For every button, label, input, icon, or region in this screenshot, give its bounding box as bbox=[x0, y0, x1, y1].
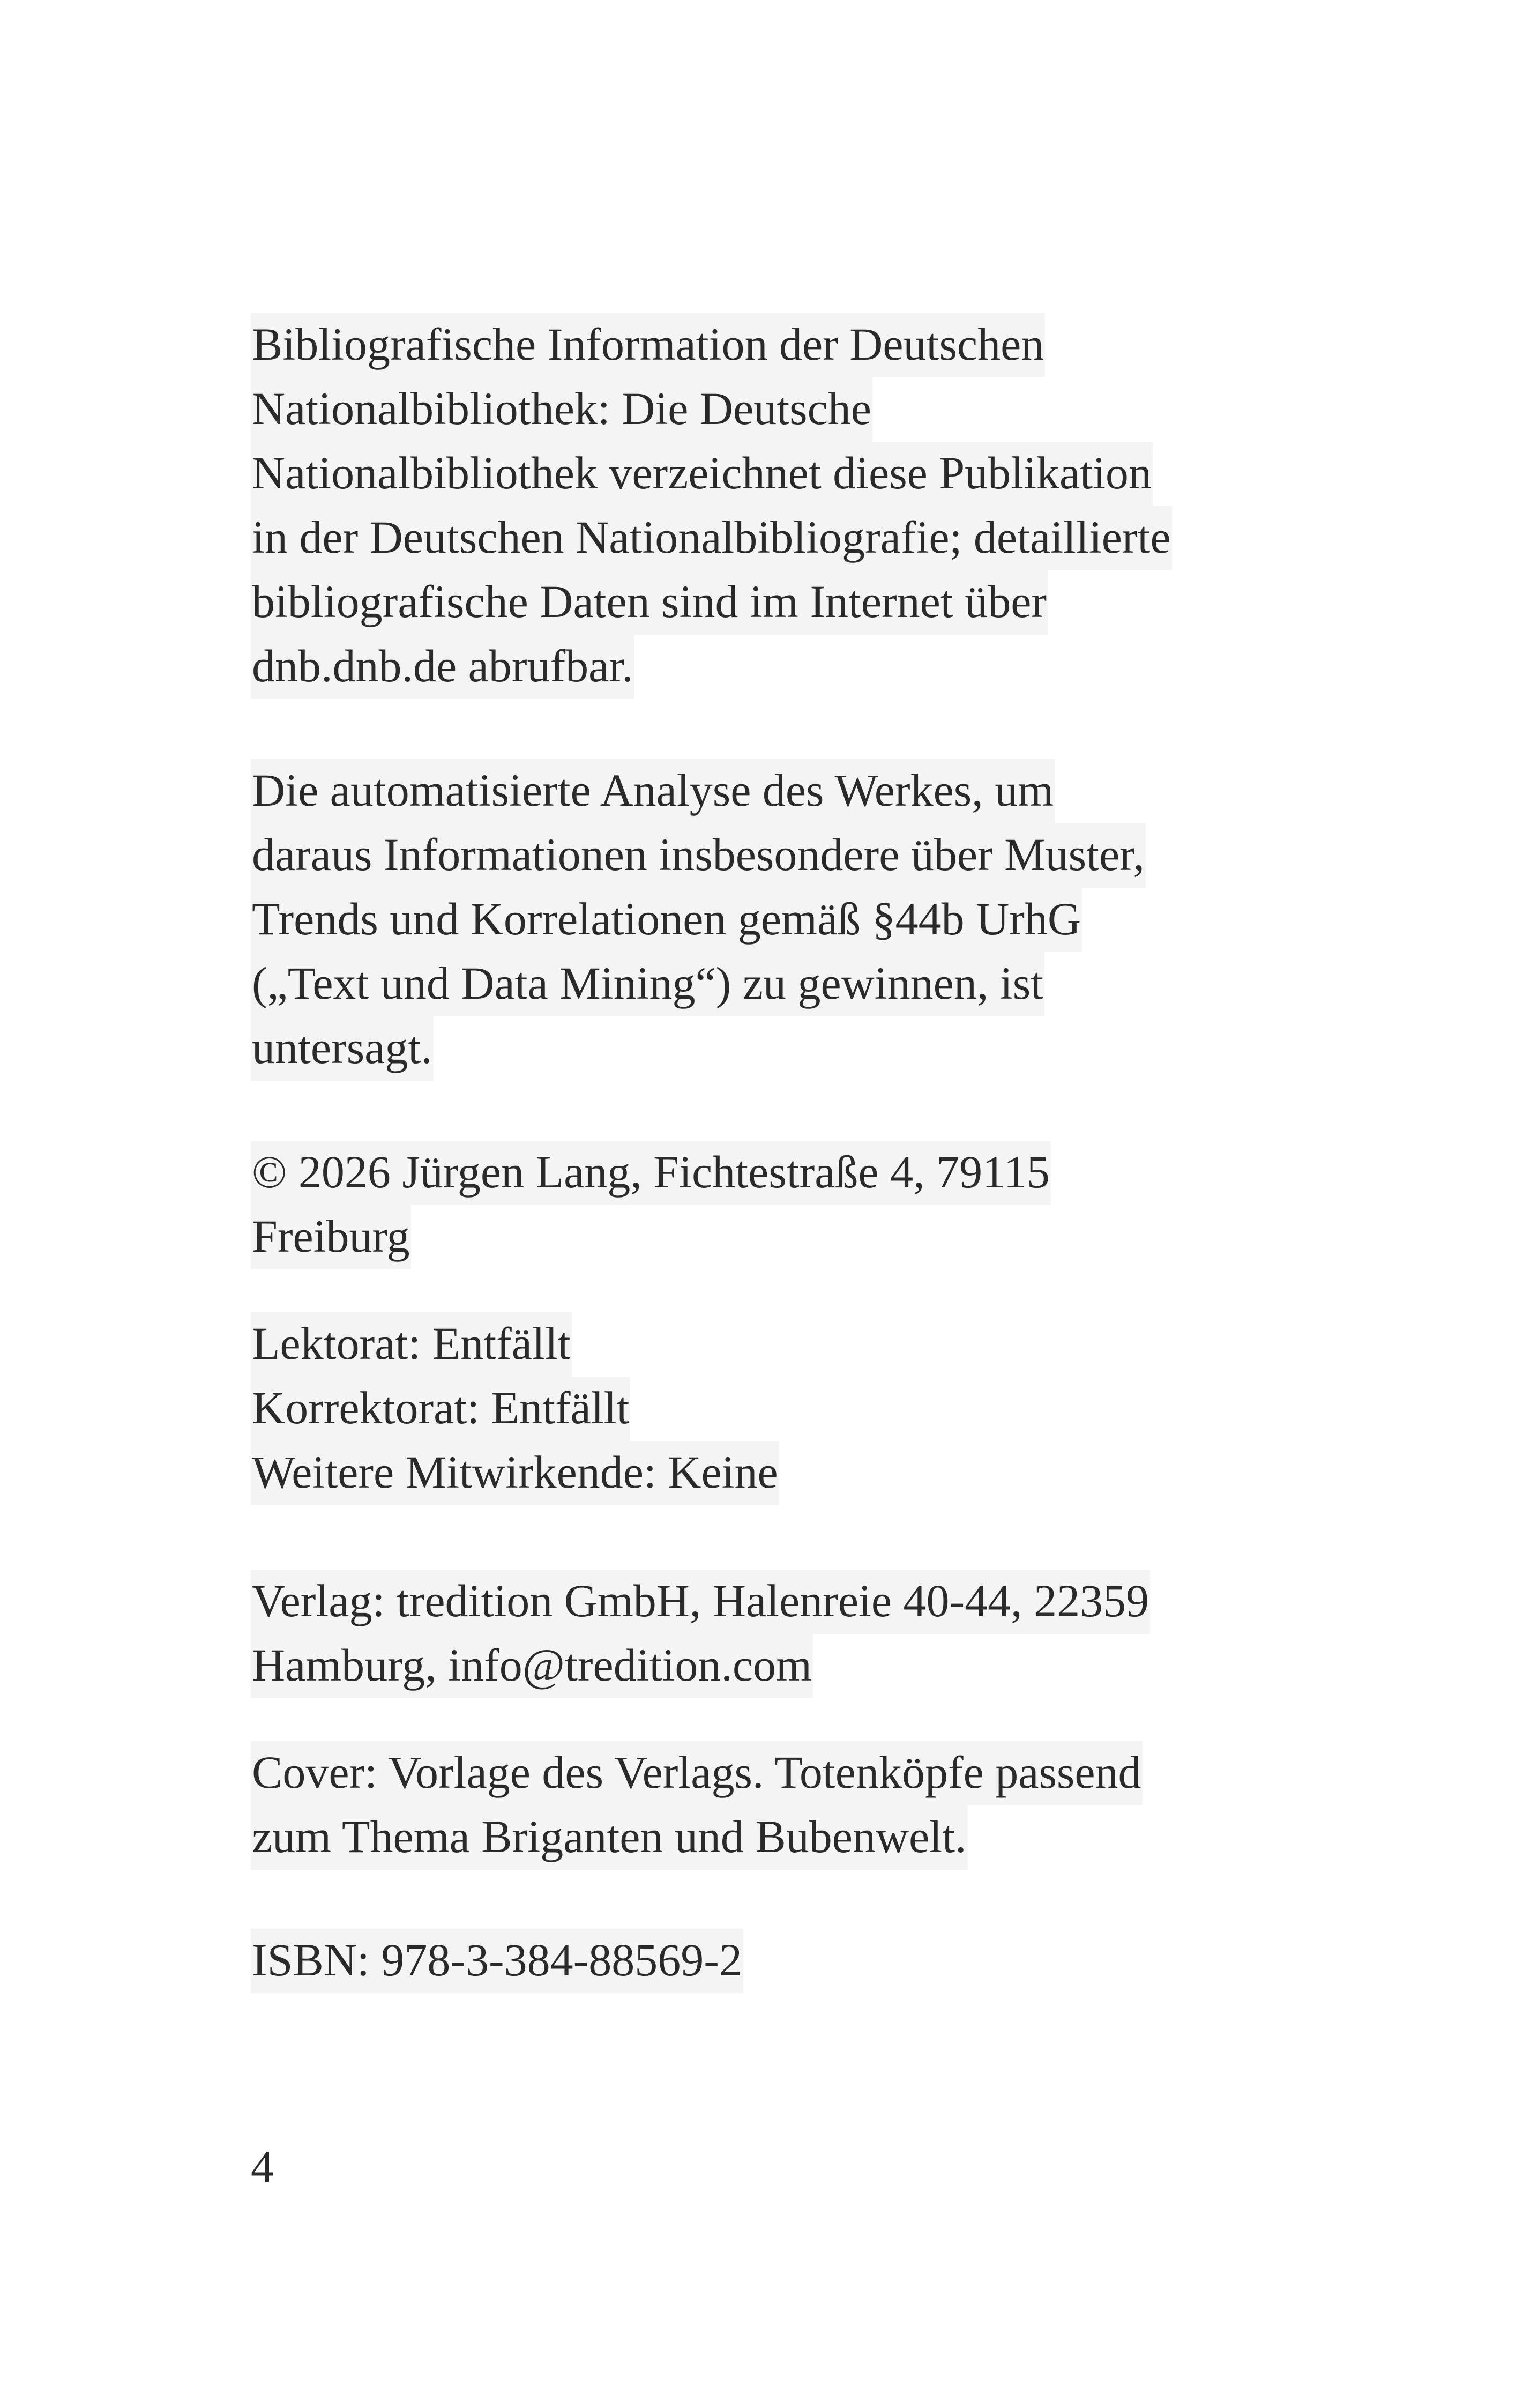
line-text: Nationalbibliothek: Die Deutsche bbox=[251, 377, 872, 442]
paragraph-line bbox=[251, 1929, 743, 1993]
publisher-info bbox=[251, 1570, 1150, 1698]
isbn-line bbox=[251, 1929, 743, 1993]
line-text: Hamburg, info@tredition.com bbox=[251, 1634, 813, 1698]
line-text: Freiburg bbox=[251, 1205, 411, 1269]
line-text: dnb.dnb.de abrufbar. bbox=[251, 635, 634, 699]
line-text: Korrektorat: Entfällt bbox=[251, 1377, 630, 1441]
bibliographic-information-paragraph bbox=[251, 313, 1172, 699]
paragraph-line bbox=[251, 952, 1044, 1016]
paragraph-line bbox=[251, 1570, 1150, 1634]
paragraph-line bbox=[251, 313, 1045, 377]
line-text: Cover: Vorlage des Verlags. Totenköpfe passend bbox=[251, 1741, 1143, 1805]
line-text: zum Thema Briganten und Bubenwelt. bbox=[251, 1805, 968, 1870]
paragraph-line bbox=[251, 377, 872, 442]
cover-credit bbox=[251, 1741, 1143, 1870]
paragraph-line bbox=[251, 1141, 1051, 1205]
paragraph-line bbox=[251, 1741, 1143, 1805]
paragraph-line bbox=[251, 888, 1082, 952]
paragraph-line bbox=[251, 1377, 630, 1441]
paragraph-line bbox=[251, 823, 1146, 888]
line-text: untersagt. bbox=[251, 1016, 434, 1081]
line-text: Lektorat: Entfällt bbox=[251, 1312, 572, 1377]
page-number: 4 bbox=[251, 2141, 274, 2193]
paragraph-line bbox=[251, 506, 1172, 570]
paragraph-line bbox=[251, 1634, 813, 1698]
paragraph-line bbox=[251, 442, 1153, 506]
line-text: („Text und Data Mining“) zu gewinnen, ist bbox=[251, 952, 1044, 1016]
paragraph-line bbox=[251, 635, 634, 699]
paragraph-line bbox=[251, 1312, 572, 1377]
paragraph-line bbox=[251, 759, 1055, 823]
line-text: bibliografische Daten sind im Internet über bbox=[251, 570, 1048, 635]
line-text: daraus Informationen insbesondere über Muster, bbox=[251, 823, 1146, 888]
paragraph-line bbox=[251, 1205, 411, 1269]
line-text: Trends und Korrelationen gemäß §44b UrhG bbox=[251, 888, 1082, 952]
line-text: in der Deutschen Nationalbibliografie; detaillierte bbox=[251, 506, 1172, 570]
paragraph-line bbox=[251, 1016, 434, 1081]
line-text: Nationalbibliothek verzeichnet diese Publikation bbox=[251, 442, 1153, 506]
line-text: © 2026 Jürgen Lang, Fichtestraße 4, 79115 bbox=[251, 1141, 1051, 1205]
text-data-mining-notice bbox=[251, 759, 1146, 1081]
paragraph-line bbox=[251, 1805, 968, 1870]
line-text: Die automatisierte Analyse des Werkes, um bbox=[251, 759, 1055, 823]
copyright-notice bbox=[251, 1141, 1051, 1269]
paragraph-line bbox=[251, 570, 1048, 635]
line-text: Bibliografische Information der Deutschen bbox=[251, 313, 1045, 377]
line-text: ISBN: 978-3-384-88569-2 bbox=[251, 1929, 743, 1993]
line-text: Weitere Mitwirkende: Keine bbox=[251, 1441, 779, 1505]
credits-list bbox=[251, 1312, 779, 1505]
paragraph-line bbox=[251, 1441, 779, 1505]
line-text: Verlag: tredition GmbH, Halenreie 40-44, 22359 bbox=[251, 1570, 1150, 1634]
